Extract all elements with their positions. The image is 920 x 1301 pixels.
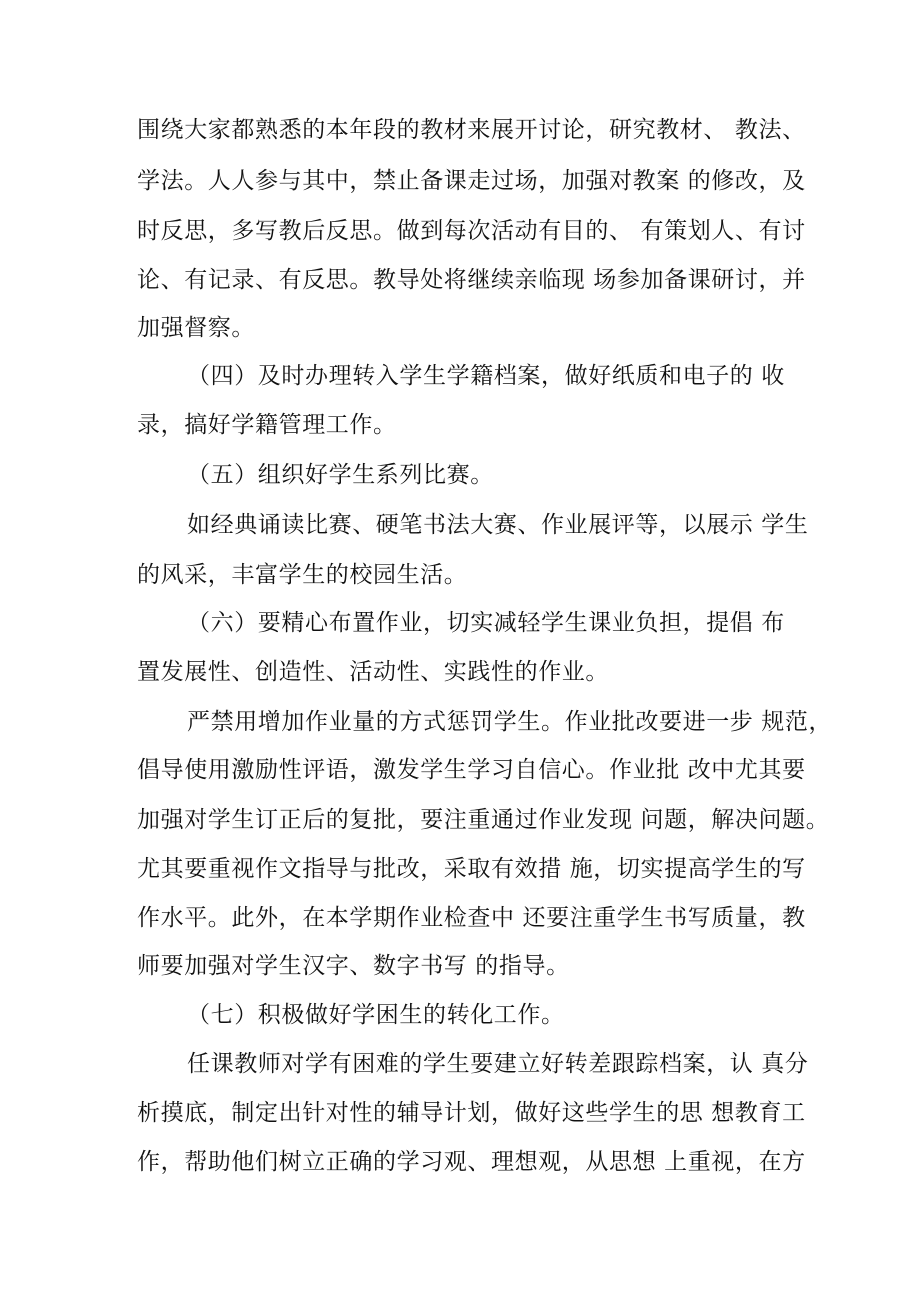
text-line: 倡导使用激励性评语，激发学生学习自信心。作业批 改中尤其要 xyxy=(137,757,806,783)
text-line: 析摸底，制定出针对性的辅导计划，做好这些学生的思 想教育工 xyxy=(137,1100,806,1126)
text-line: 录，搞好学籍管理工作。 xyxy=(137,412,397,438)
section-heading: （六）要精心布置作业，切实减轻学生课业负担，提倡 布 xyxy=(187,610,785,636)
text-line: 作，帮助他们树立正确的学习观、理想观，从思想 上重视，在方 xyxy=(137,1149,806,1175)
section-heading: （四）及时办理转入学生学籍档案，做好纸质和电子的 收 xyxy=(187,363,785,389)
text-line: 尤其要重视作文指导与批改，采取有效措 施，切实提高学生的写 xyxy=(137,856,806,882)
section-heading: （七）积极做好学困生的转化工作。 xyxy=(187,1002,565,1028)
text-line: 作水平。此外，在本学期作业检查中 还要注重学生书写质量，教 xyxy=(137,905,806,931)
text-line: 任课教师对学有困难的学生要建立好转差跟踪档案，认 真分 xyxy=(187,1051,809,1077)
text-line: 师要加强对学生汉字、数字书写 的指导。 xyxy=(137,953,570,979)
text-line: 加强督察。 xyxy=(137,315,255,341)
text-line: 论、有记录、有反思。教导处将继续亲临现 场参加备课研讨，并 xyxy=(137,267,806,293)
text-line: 围绕大家都熟悉的本年段的教材来展开讨论，研究教材、 教法、 xyxy=(137,117,806,143)
text-line: 加强对学生订正后的复批，要注重通过作业发现 问题，解决问题。 xyxy=(137,807,830,833)
text-line: 严禁用增加作业量的方式惩罚学生。作业批改要进一步 规范， xyxy=(187,709,833,735)
text-line: 的风采，丰富学生的校园生活。 xyxy=(137,562,468,588)
section-heading: （五）组织好学生系列比赛。 xyxy=(187,462,494,488)
text-line: 置发展性、创造性、活动性、实践性的作业。 xyxy=(137,659,609,685)
text-line: 学法。人人参与其中，禁止备课走过场，加强对教案 的修改，及 xyxy=(137,168,806,194)
text-line: 如经典诵读比赛、硬笔书法大赛、作业展评等，以展示 学生 xyxy=(187,512,809,538)
text-line: 时反思，多写教后反思。做到每次活动有目的、 有策划人、有讨 xyxy=(137,218,806,244)
